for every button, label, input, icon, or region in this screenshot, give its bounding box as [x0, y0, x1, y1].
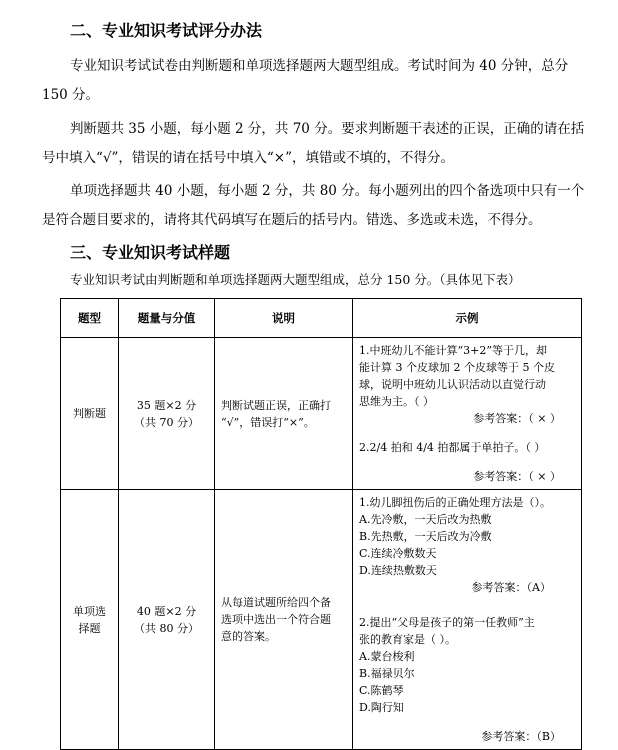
header-example: 示例	[353, 299, 582, 338]
cell-amount: 35 题×2 分 （共 70 分）	[119, 338, 215, 490]
scoring-paragraph-3: 单项选择题共 40 小题，每小题 2 分，共 80 分。每小题列出的四个备选项中只有一个 是符合题目要求的，请将其代码填写在题后的括号内。错选、多选或未选，不得分。	[42, 183, 585, 228]
cell-type: 单项选 择题	[61, 490, 119, 750]
answer-1: 参考答案：（ × ）	[473, 412, 561, 425]
cell-description: 判断试题正误，正确打 “√”，错误打“×”。	[215, 338, 353, 490]
header-description: 说明	[215, 299, 353, 338]
section-3-title: 三、专业知识考试样题	[70, 243, 231, 262]
table-row-multiple-choice	[61, 490, 582, 750]
answer-3: 参考答案：（A）	[471, 581, 551, 594]
answer-4: 参考答案：（B）	[481, 730, 561, 743]
table-header-row	[61, 299, 582, 338]
cell-example: 1.幼儿脚扭伤后的正确处理方法是（）。 A.先冷敷，一天后改为热敷 B.先热敷，一天后改为冷敷 C.连续冷敷数天 D.连续热敷数天 参考答案：（A） 2.提出“父母是孩子的第一任教师”主 张的教育家是（ ）。 A.蒙台梭利 B.福禄贝尔 C.陈鹤琴 D.陶行知 参考答案：（B）	[353, 490, 582, 750]
cell-amount: 40 题×2 分 （共 80 分）	[119, 490, 215, 750]
cell-example: 1.中班幼儿不能计算“3+2”等于几，却 能计算 3 个皮球加 2 个皮球等于 5 个皮 球，说明中班幼儿认识活动以直觉行动 思维为主。（ ） 参考答案：（ × ） 2.2/4 拍和 4/4 拍都属于单拍子。（ ） 参考答案：（ × ）	[353, 338, 582, 490]
sample-questions-table	[60, 298, 582, 750]
header-type: 题型	[61, 299, 119, 338]
section-2-title: 二、专业知识考试评分办法	[70, 21, 263, 40]
cell-description: 从每道试题所给四个备 选项中选出一个符合题 意的答案。	[215, 490, 353, 750]
section-3-intro: 专业知识考试由判断题和单项选择题两大题型组成，总分 150 分。（具体见下表）	[70, 272, 521, 287]
answer-2: 参考答案：（ × ）	[473, 470, 561, 483]
cell-type: 判断题	[61, 338, 119, 490]
header-amount: 题量与分值	[119, 299, 215, 338]
table-row-true-false	[61, 338, 582, 490]
scoring-paragraph-2: 判断题共 35 小题，每小题 2 分，共 70 分。要求判断题干表述的正误，正确的请在括 号中填入“√”，错误的请在括号中填入“×”，填错或不填的，不得分。	[42, 121, 585, 166]
scoring-paragraph-1: 专业知识考试试卷由判断题和单项选择题两大题型组成。考试时间为 40 分钟，总分 150 分。	[42, 58, 569, 103]
